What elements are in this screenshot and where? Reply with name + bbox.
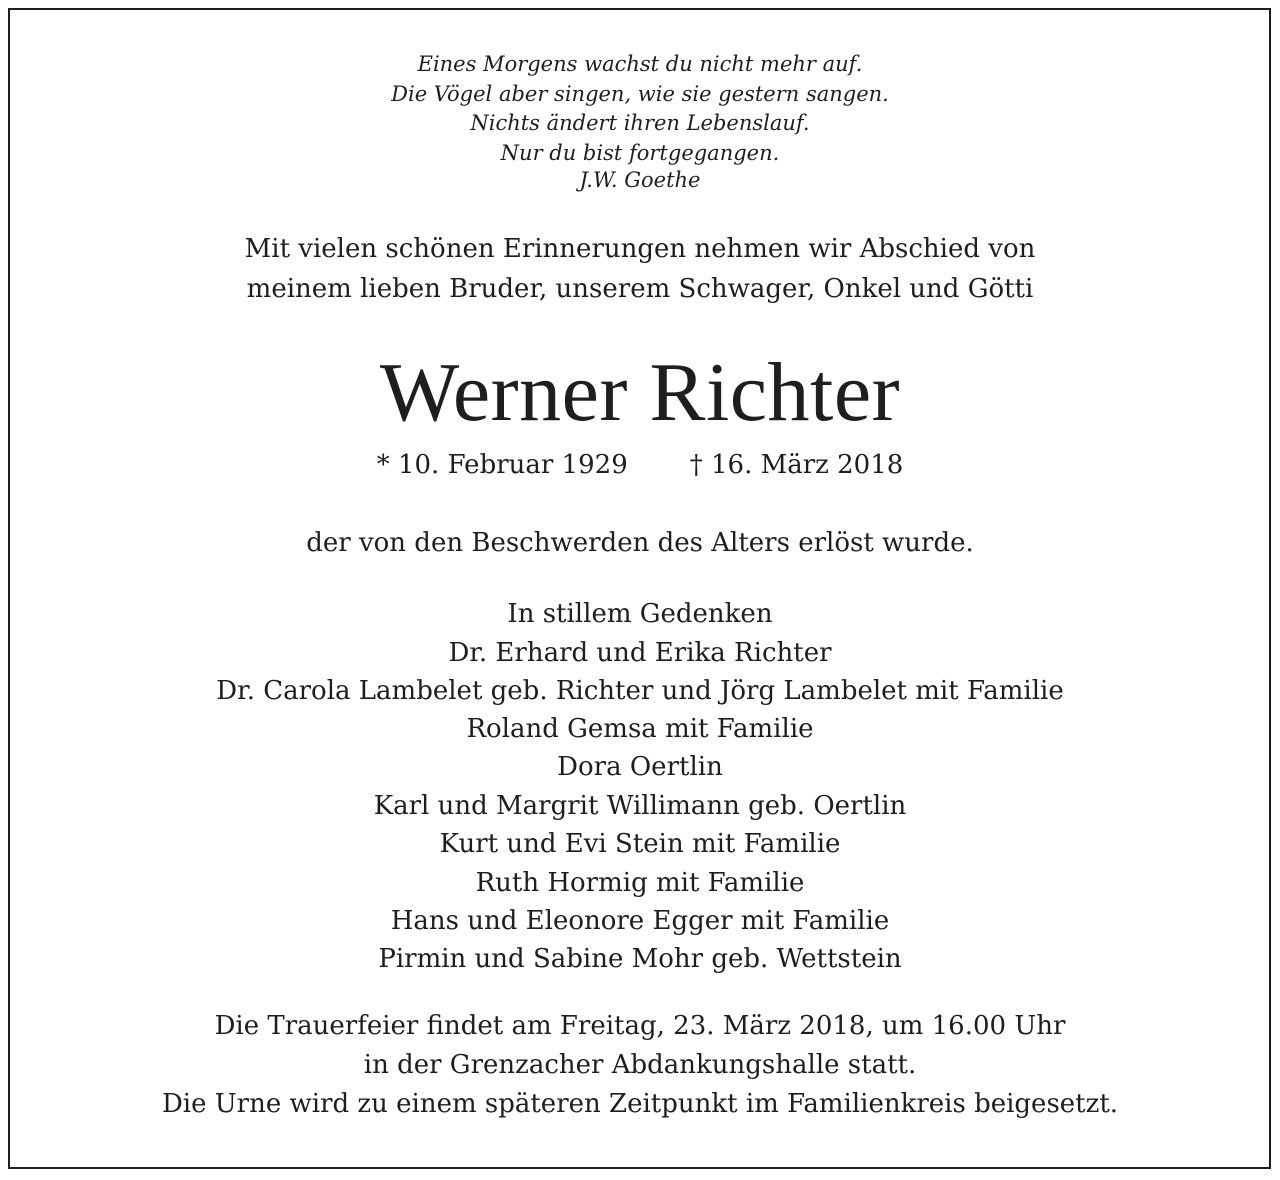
mourner-entry: Hans und Eleonore Egger mit Familie <box>390 906 890 936</box>
mourner-entry: Dr. Erhard und Erika Richter <box>448 638 832 668</box>
deceased-name: Werner Richter <box>379 346 901 439</box>
birth-date: * 10. Februar 1929 <box>376 450 628 480</box>
death-date: † 16. März 2018 <box>689 450 904 480</box>
intro-line: Mit vielen schönen Erinnerungen nehmen wir Abschied von <box>244 234 1036 264</box>
life-dates <box>0 450 1280 480</box>
ceremony-line: Die Urne wird zu einem späteren Zeitpunkt im Familienkreis beigesetzt. <box>161 1089 1119 1119</box>
ceremony-line: Die Trauerfeier findet am Freitag, 23. März 2018, um 16.00 Uhr <box>214 1011 1066 1041</box>
mourner-entry: Pirmin und Sabine Mohr geb. Wettstein <box>378 944 902 974</box>
mourner-entry: Dr. Carola Lambelet geb. Richter und Jörg Lambelet mit Familie <box>216 676 1064 706</box>
poem-line: Nur du bist fortgegangen. <box>500 141 780 165</box>
poem-author: J.W. Goethe <box>579 168 701 192</box>
mourners-heading: In stillem Gedenken <box>507 599 773 629</box>
mourner-entry: Roland Gemsa mit Familie <box>466 714 814 744</box>
mourner-entry: Dora Oertlin <box>557 752 723 782</box>
statement: der von den Beschwerden des Alters erlöst wurde. <box>306 528 974 558</box>
intro-line: meinem lieben Bruder, unserem Schwager, Onkel und Götti <box>246 274 1034 304</box>
mourner-entry: Ruth Hormig mit Familie <box>475 868 805 898</box>
mourner-entry: Karl und Margrit Willimann geb. Oertlin <box>373 791 907 821</box>
poem-line: Eines Morgens wachst du nicht mehr auf. <box>417 52 863 76</box>
ceremony-line: in der Grenzacher Abdankungshalle statt. <box>363 1050 917 1080</box>
poem-line: Die Vögel aber singen, wie sie gestern sangen. <box>391 82 889 106</box>
poem-line: Nichts ändert ihren Lebenslauf. <box>470 111 810 135</box>
mourner-entry: Kurt und Evi Stein mit Familie <box>439 829 841 859</box>
